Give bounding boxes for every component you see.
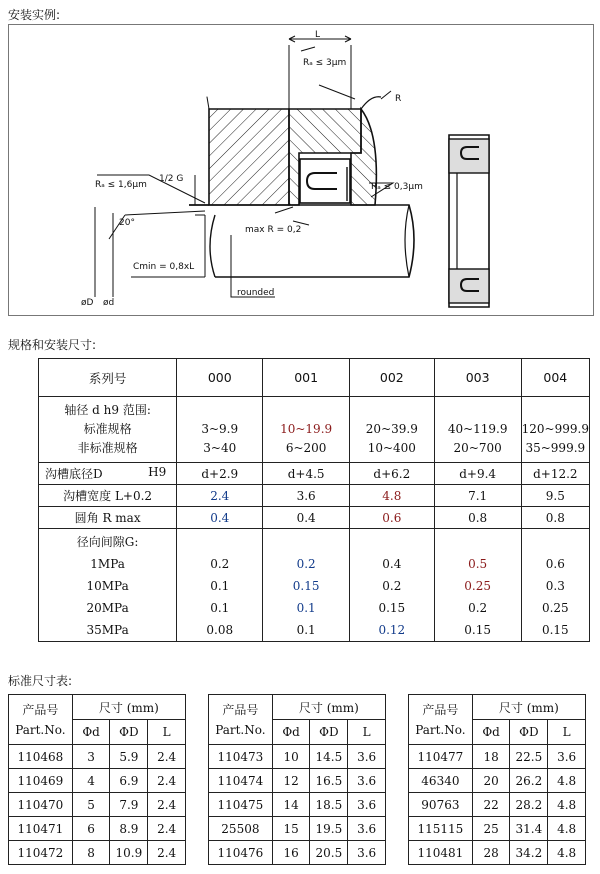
rmax-row xyxy=(39,507,590,529)
shaft xyxy=(189,205,414,277)
col-d: Φd xyxy=(472,720,510,745)
table-row xyxy=(209,745,386,769)
cell-L: 2.4 xyxy=(148,817,186,841)
part-no: 110470 xyxy=(9,793,73,817)
gap-value: 0.25 xyxy=(464,579,492,593)
spec-header-row xyxy=(39,359,590,397)
col-size: 尺寸 (mm) xyxy=(72,695,185,720)
cell-L: 3.6 xyxy=(548,745,586,769)
cell-d: 16 xyxy=(272,841,310,865)
cell-d: 18 xyxy=(472,745,510,769)
table-row xyxy=(9,817,186,841)
part-no: 110477 xyxy=(409,745,473,769)
label-dd: ød xyxy=(103,298,115,308)
col-D: ΦD xyxy=(110,720,148,745)
std-range: 3~9.9 xyxy=(201,422,239,436)
seal-cross-section xyxy=(300,159,350,203)
table-row xyxy=(409,817,586,841)
gap-value: 0.1 xyxy=(210,579,230,593)
label-ra-right: Rₐ ≤ 0,3μm xyxy=(371,182,423,192)
std-heading: 标准尺寸表: xyxy=(8,674,73,688)
cell-d: 4 xyxy=(72,769,110,793)
cell-D: 26.2 xyxy=(510,769,548,793)
col-D: ΦD xyxy=(310,720,348,745)
gap-value: 0.15 xyxy=(541,623,569,637)
std-range: 40~119.9 xyxy=(447,422,508,436)
size-table-1 xyxy=(8,694,186,865)
gap-value: 0.15 xyxy=(378,601,406,615)
installation-drawing xyxy=(8,24,594,316)
col-product: 产品号 xyxy=(222,702,259,717)
cell-L: 2.4 xyxy=(148,769,186,793)
groove-diameter-value: d+9.4 xyxy=(434,463,521,485)
spec-heading: 规格和安装尺寸: xyxy=(8,338,97,352)
groove-width-value: 3.6 xyxy=(263,485,350,507)
col-size: 尺寸 (mm) xyxy=(472,695,585,720)
gap-value: 0.3 xyxy=(545,579,565,593)
gap-value: 0.12 xyxy=(378,623,406,637)
cell-d: 10 xyxy=(272,745,310,769)
part-no: 110472 xyxy=(9,841,73,865)
gap-value: 0.15 xyxy=(464,623,492,637)
size-table-2 xyxy=(208,694,386,865)
part-no: 110473 xyxy=(209,745,273,769)
table-row xyxy=(409,793,586,817)
gap-value: 0.25 xyxy=(541,601,569,615)
table-row xyxy=(209,841,386,865)
cell-d: 20 xyxy=(472,769,510,793)
gap-value: 0.15 xyxy=(292,579,320,593)
cell-D: 7.9 xyxy=(110,793,148,817)
groove-width-value: 2.4 xyxy=(177,485,263,507)
rmax-value: 0.8 xyxy=(521,507,589,529)
groove-diameter-value: d+6.2 xyxy=(349,463,434,485)
part-no: 110471 xyxy=(9,817,73,841)
cell-d: 12 xyxy=(272,769,310,793)
cell-L: 3.6 xyxy=(348,793,386,817)
cell-L: 3.6 xyxy=(348,769,386,793)
part-no: 110469 xyxy=(9,769,73,793)
table-row xyxy=(409,769,586,793)
groove-width-value: 9.5 xyxy=(521,485,589,507)
table-row xyxy=(209,793,386,817)
col-L: L xyxy=(148,720,186,745)
spec-table xyxy=(38,358,590,642)
part-no: 90763 xyxy=(409,793,473,817)
shaft-range-row xyxy=(39,397,590,463)
radial-gap-row xyxy=(39,529,590,642)
std-range: 120~999.9 xyxy=(521,422,589,436)
gap-value: 0.2 xyxy=(296,557,316,571)
table-row xyxy=(409,841,586,865)
cell-D: 28.2 xyxy=(510,793,548,817)
label-cmin: Cmin = 0,8xL xyxy=(133,262,195,272)
cell-d: 28 xyxy=(472,841,510,865)
radial-gap-title: 径向间隙G: xyxy=(76,535,139,549)
label-ra-left: Rₐ ≤ 1,6μm xyxy=(95,180,147,190)
rmax-value: 0.8 xyxy=(434,507,521,529)
cell-d: 5 xyxy=(72,793,110,817)
cell-L: 4.8 xyxy=(548,793,586,817)
groove-diameter-value: d+12.2 xyxy=(521,463,589,485)
cell-L: 2.4 xyxy=(148,745,186,769)
cell-D: 31.4 xyxy=(510,817,548,841)
col-partno: Part.No. xyxy=(415,722,466,737)
part-no: 110476 xyxy=(209,841,273,865)
cell-D: 34.2 xyxy=(510,841,548,865)
col-product: 产品号 xyxy=(422,702,459,717)
part-no: 110475 xyxy=(209,793,273,817)
series-003: 003 xyxy=(434,359,521,397)
install-heading: 安装实例: xyxy=(8,8,61,22)
groove-width-label: 沟槽宽度 L+0.2 xyxy=(39,485,177,507)
groove-width-row xyxy=(39,485,590,507)
groove-diameter-value: d+4.5 xyxy=(263,463,350,485)
col-D: ΦD xyxy=(510,720,548,745)
label-max-r: max R = 0,2 xyxy=(245,225,302,235)
std-range: 20~39.9 xyxy=(365,422,418,436)
housing-section xyxy=(207,97,381,205)
groove-diameter-row xyxy=(39,463,590,485)
cell-L: 2.4 xyxy=(148,793,186,817)
gap-value: 0.5 xyxy=(468,557,488,571)
cell-D: 16.5 xyxy=(310,769,348,793)
label-od: øD xyxy=(81,298,94,308)
series-004: 004 xyxy=(521,359,589,397)
col-size: 尺寸 (mm) xyxy=(272,695,385,720)
gap-value: 0.6 xyxy=(545,557,565,571)
seal-ring-side-view xyxy=(449,135,489,307)
cell-d: 14 xyxy=(272,793,310,817)
cell-D: 8.9 xyxy=(110,817,148,841)
std-range: 10~19.9 xyxy=(280,422,333,436)
col-L: L xyxy=(548,720,586,745)
series-000: 000 xyxy=(177,359,263,397)
groove-width-value: 4.8 xyxy=(349,485,434,507)
cell-L: 4.8 xyxy=(548,841,586,865)
cell-L: 3.6 xyxy=(348,817,386,841)
gap-value: 0.1 xyxy=(296,601,316,615)
rmax-value: 0.6 xyxy=(349,507,434,529)
pressure-label: 10MPa xyxy=(86,579,129,593)
groove-diameter-value: d+2.9 xyxy=(177,463,263,485)
col-d: Φd xyxy=(272,720,310,745)
cell-d: 15 xyxy=(272,817,310,841)
part-no: 110481 xyxy=(409,841,473,865)
cell-d: 25 xyxy=(472,817,510,841)
col-L: L xyxy=(348,720,386,745)
cell-D: 18.5 xyxy=(310,793,348,817)
pressure-label: 1MPa xyxy=(90,557,125,571)
part-no: 110474 xyxy=(209,769,273,793)
cell-D: 10.9 xyxy=(110,841,148,865)
cell-d: 3 xyxy=(72,745,110,769)
gap-value: 0.1 xyxy=(296,623,316,637)
table-row xyxy=(9,745,186,769)
part-no: 46340 xyxy=(409,769,473,793)
part-no: 25508 xyxy=(209,817,273,841)
cell-d: 22 xyxy=(472,793,510,817)
cell-L: 2.4 xyxy=(148,841,186,865)
shaft-nonstd-label: 非标准规格 xyxy=(77,441,138,455)
part-no: 115115 xyxy=(409,817,473,841)
shaft-range-title: 轴径 d h9 范围: xyxy=(64,403,151,417)
table-row xyxy=(409,745,586,769)
gap-value: 0.1 xyxy=(210,601,230,615)
col-d: Φd xyxy=(72,720,110,745)
cell-D: 14.5 xyxy=(310,745,348,769)
part-no: 110468 xyxy=(9,745,73,769)
table-row xyxy=(9,793,186,817)
cell-d: 6 xyxy=(72,817,110,841)
series-001: 001 xyxy=(263,359,350,397)
cell-L: 4.8 xyxy=(548,769,586,793)
label-half-g: 1/2 G xyxy=(159,174,184,184)
pressure-label: 20MPa xyxy=(86,601,129,615)
table-row xyxy=(9,769,186,793)
nonstd-range: 10~400 xyxy=(367,441,416,455)
col-product: 产品号 xyxy=(22,702,59,717)
shaft-std-label: 标准规格 xyxy=(83,422,132,436)
col-partno: Part.No. xyxy=(215,722,266,737)
label-rounded: rounded xyxy=(237,288,275,298)
nonstd-range: 6~200 xyxy=(285,441,327,455)
groove-width-value: 7.1 xyxy=(434,485,521,507)
rmax-label: 圆角 R max xyxy=(39,507,177,529)
size-table-3 xyxy=(408,694,586,865)
gap-value: 0.2 xyxy=(210,557,230,571)
label-R: R xyxy=(395,94,402,104)
col-partno: Part.No. xyxy=(15,722,66,737)
cell-D: 19.5 xyxy=(310,817,348,841)
label-angle: 20° xyxy=(119,218,135,228)
series-002: 002 xyxy=(349,359,434,397)
cell-D: 20.5 xyxy=(310,841,348,865)
gap-value: 0.4 xyxy=(382,557,402,571)
groove-diameter-tol: H9 xyxy=(148,465,167,479)
gap-value: 0.2 xyxy=(382,579,402,593)
cell-D: 6.9 xyxy=(110,769,148,793)
gap-value: 0.2 xyxy=(468,601,488,615)
label-ra-top: Rₐ ≤ 3μm xyxy=(303,58,347,68)
table-row xyxy=(209,817,386,841)
pressure-label: 35MPa xyxy=(86,623,129,637)
table-row xyxy=(209,769,386,793)
groove-diameter-label: 沟槽底径D xyxy=(45,467,103,481)
cell-D: 22.5 xyxy=(510,745,548,769)
cell-D: 5.9 xyxy=(110,745,148,769)
nonstd-range: 3~40 xyxy=(203,441,237,455)
label-L: L xyxy=(315,30,321,40)
nonstd-range: 35~999.9 xyxy=(525,441,586,455)
table-row xyxy=(9,841,186,865)
cell-L: 3.6 xyxy=(348,841,386,865)
cell-L: 4.8 xyxy=(548,817,586,841)
rmax-value: 0.4 xyxy=(263,507,350,529)
rmax-value: 0.4 xyxy=(177,507,263,529)
cell-d: 8 xyxy=(72,841,110,865)
series-label: 系列号 xyxy=(39,359,177,397)
gap-value: 0.08 xyxy=(206,623,234,637)
nonstd-range: 20~700 xyxy=(453,441,502,455)
cell-L: 3.6 xyxy=(348,745,386,769)
